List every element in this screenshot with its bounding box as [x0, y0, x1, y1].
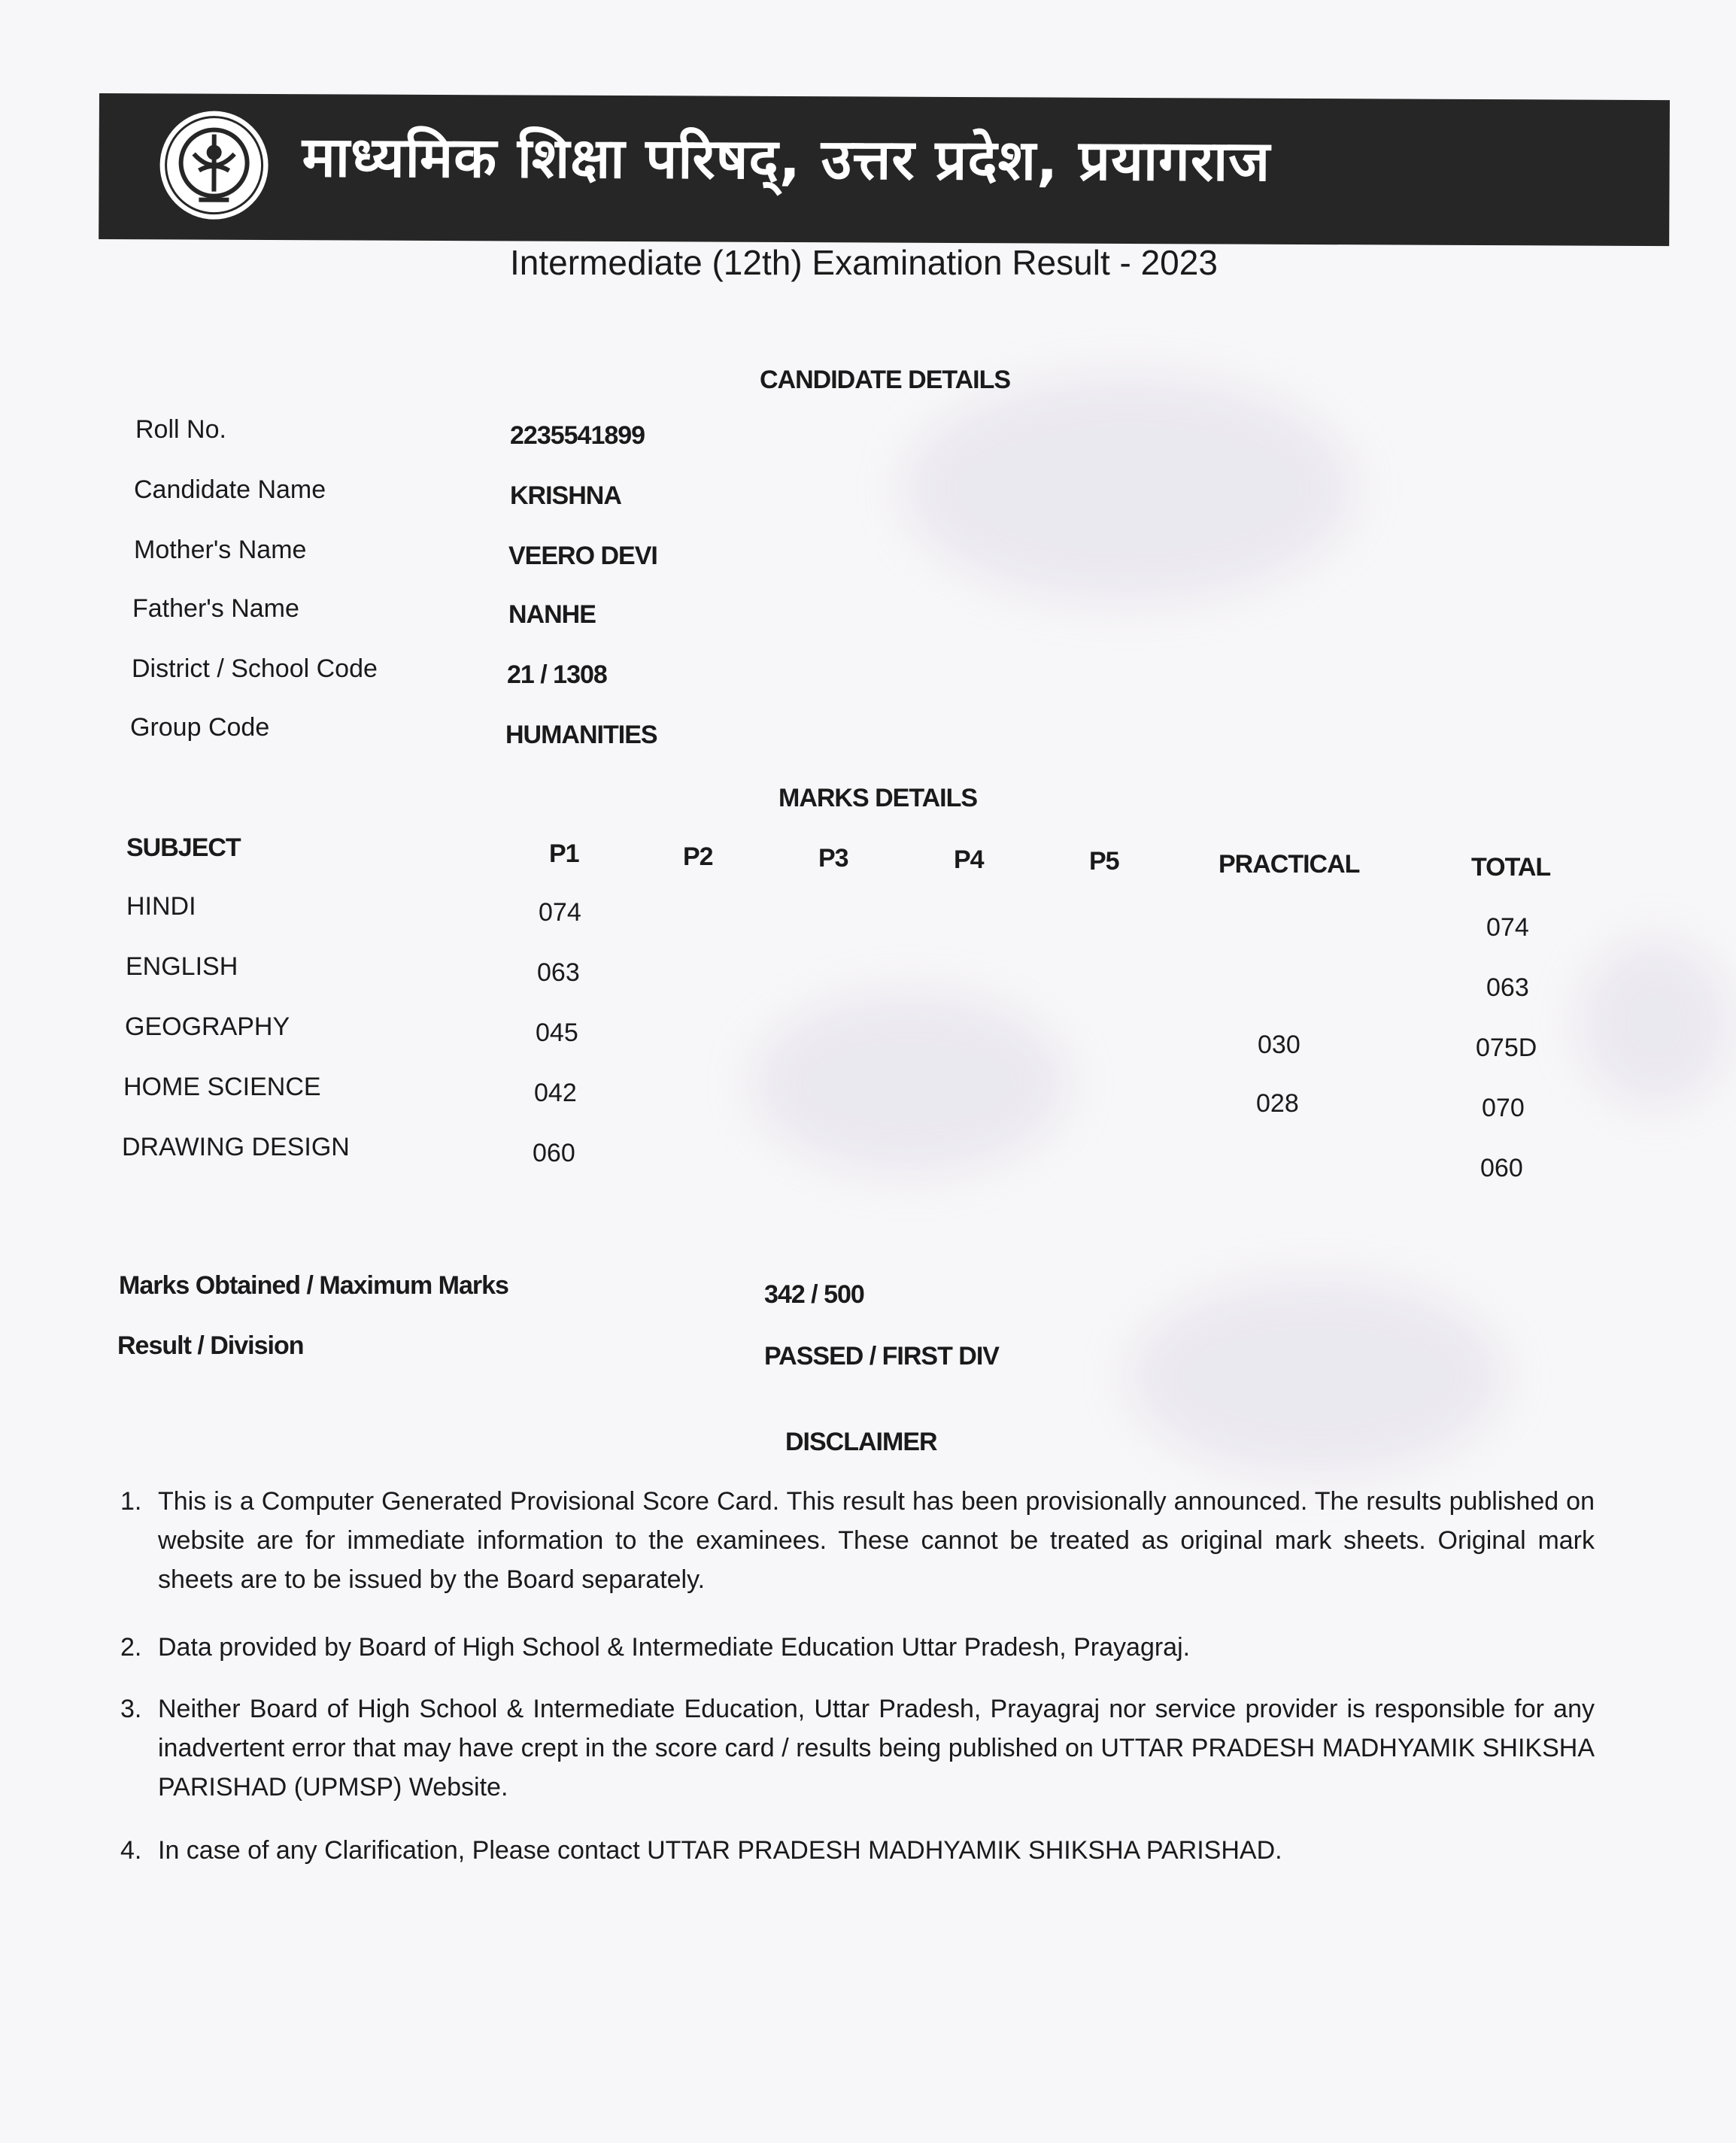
marks-obtained-value: 342 / 500 — [764, 1280, 864, 1309]
col-p4: P4 — [954, 845, 984, 874]
table-row-subject: HOME SCIENCE — [123, 1073, 321, 1101]
disclaimer-item — [120, 1831, 1595, 1870]
candidate-details-heading: CANDIDATE DETAILS — [760, 366, 1011, 394]
table-row-practical: 030 — [1258, 1031, 1300, 1059]
disclaimer-item-number: 1. — [120, 1487, 142, 1516]
disclaimer-heading: DISCLAIMER — [785, 1428, 937, 1456]
marks-obtained-label: Marks Obtained / Maximum Marks — [119, 1271, 508, 1300]
exam-result-title: Intermediate (12th) Examination Result - 2023 — [510, 243, 1218, 282]
table-row-total: 063 — [1486, 973, 1529, 1002]
roll-no-label: Roll No. — [135, 415, 226, 444]
candidate-name-label: Candidate Name — [134, 475, 326, 504]
col-practical: PRACTICAL — [1219, 850, 1360, 879]
col-subject: SUBJECT — [126, 833, 241, 862]
table-row-total: 060 — [1480, 1154, 1523, 1182]
board-title-hindi: माध्यमिक शिक्षा परिषद्, उत्तर प्रदेश, प्रयागराज — [302, 125, 1271, 194]
disclaimer-item-number: 4. — [120, 1836, 142, 1865]
mothers-name-value: VEERO DEVI — [508, 542, 657, 570]
scan-smudge — [752, 993, 1068, 1173]
up-board-emblem-icon — [157, 108, 271, 222]
col-total: TOTAL — [1471, 853, 1551, 882]
table-row-subject: GEOGRAPHY — [125, 1012, 290, 1041]
roll-no-value: 2235541899 — [510, 421, 645, 450]
disclaimer-item-number: 2. — [120, 1633, 142, 1662]
fathers-name-value: NANHE — [508, 600, 596, 629]
disclaimer-item — [120, 1689, 1595, 1807]
col-p2: P2 — [683, 842, 713, 871]
table-row-practical: 028 — [1256, 1089, 1299, 1118]
table-row-total: 075D — [1476, 1034, 1537, 1062]
table-row-p1: 042 — [534, 1079, 577, 1107]
disclaimer-item-text: Neither Board of High School & Intermediate Education, Uttar Pradesh, Prayagraj nor service provider is responsible for any inadvertent error that may have crept in the score card / results being published on UTTAR PRADESH MADHYAMIK SHIKSHA PARISHAD (UPMSP) Website. — [158, 1695, 1595, 1802]
district-school-code-value: 21 / 1308 — [507, 660, 607, 689]
scan-smudge — [1580, 940, 1730, 1106]
scan-smudge — [903, 376, 1354, 602]
disclaimer-item-text: This is a Computer Generated Provisional Score Card. This result has been provisionally announced. The results published on website are for immediate information to the examinees. These cannot be treated as original mark sheets. Original mark sheets are to be issued by the Board separately. — [158, 1487, 1595, 1594]
table-row-subject: ENGLISH — [126, 952, 238, 981]
disclaimer-item-text: Data provided by Board of High School & Intermediate Education Uttar Pradesh, Prayagraj. — [158, 1633, 1191, 1662]
disclaimer-item — [120, 1482, 1595, 1599]
fathers-name-label: Father's Name — [132, 594, 299, 623]
disclaimer-item — [120, 1628, 1595, 1667]
table-row-total: 074 — [1486, 913, 1529, 942]
district-school-code-label: District / School Code — [132, 654, 378, 683]
table-row-total: 070 — [1482, 1094, 1525, 1122]
result-division-value: PASSED / FIRST DIV — [764, 1342, 999, 1370]
group-code-value: HUMANITIES — [505, 721, 657, 749]
table-row-p1: 045 — [536, 1018, 578, 1047]
col-p5: P5 — [1089, 847, 1119, 876]
table-row-p1: 060 — [533, 1139, 575, 1167]
table-row-subject: DRAWING DESIGN — [122, 1133, 350, 1161]
mothers-name-label: Mother's Name — [134, 536, 307, 564]
table-row-subject: HINDI — [126, 892, 196, 921]
disclaimer-item-text: In case of any Clarification, Please contact UTTAR PRADESH MADHYAMIK SHIKSHA PARISHAD. — [158, 1836, 1282, 1865]
col-p3: P3 — [818, 844, 848, 873]
header-banner — [99, 93, 1670, 246]
group-code-label: Group Code — [130, 713, 270, 742]
table-row-p1: 063 — [537, 958, 580, 987]
disclaimer-item-number: 3. — [120, 1695, 142, 1723]
marks-details-heading: MARKS DETAILS — [778, 784, 978, 812]
scan-smudge — [1128, 1279, 1504, 1474]
table-row-p1: 074 — [539, 898, 581, 927]
candidate-name-value: KRISHNA — [510, 481, 621, 510]
result-division-label: Result / Division — [117, 1331, 304, 1360]
col-p1: P1 — [549, 839, 579, 868]
